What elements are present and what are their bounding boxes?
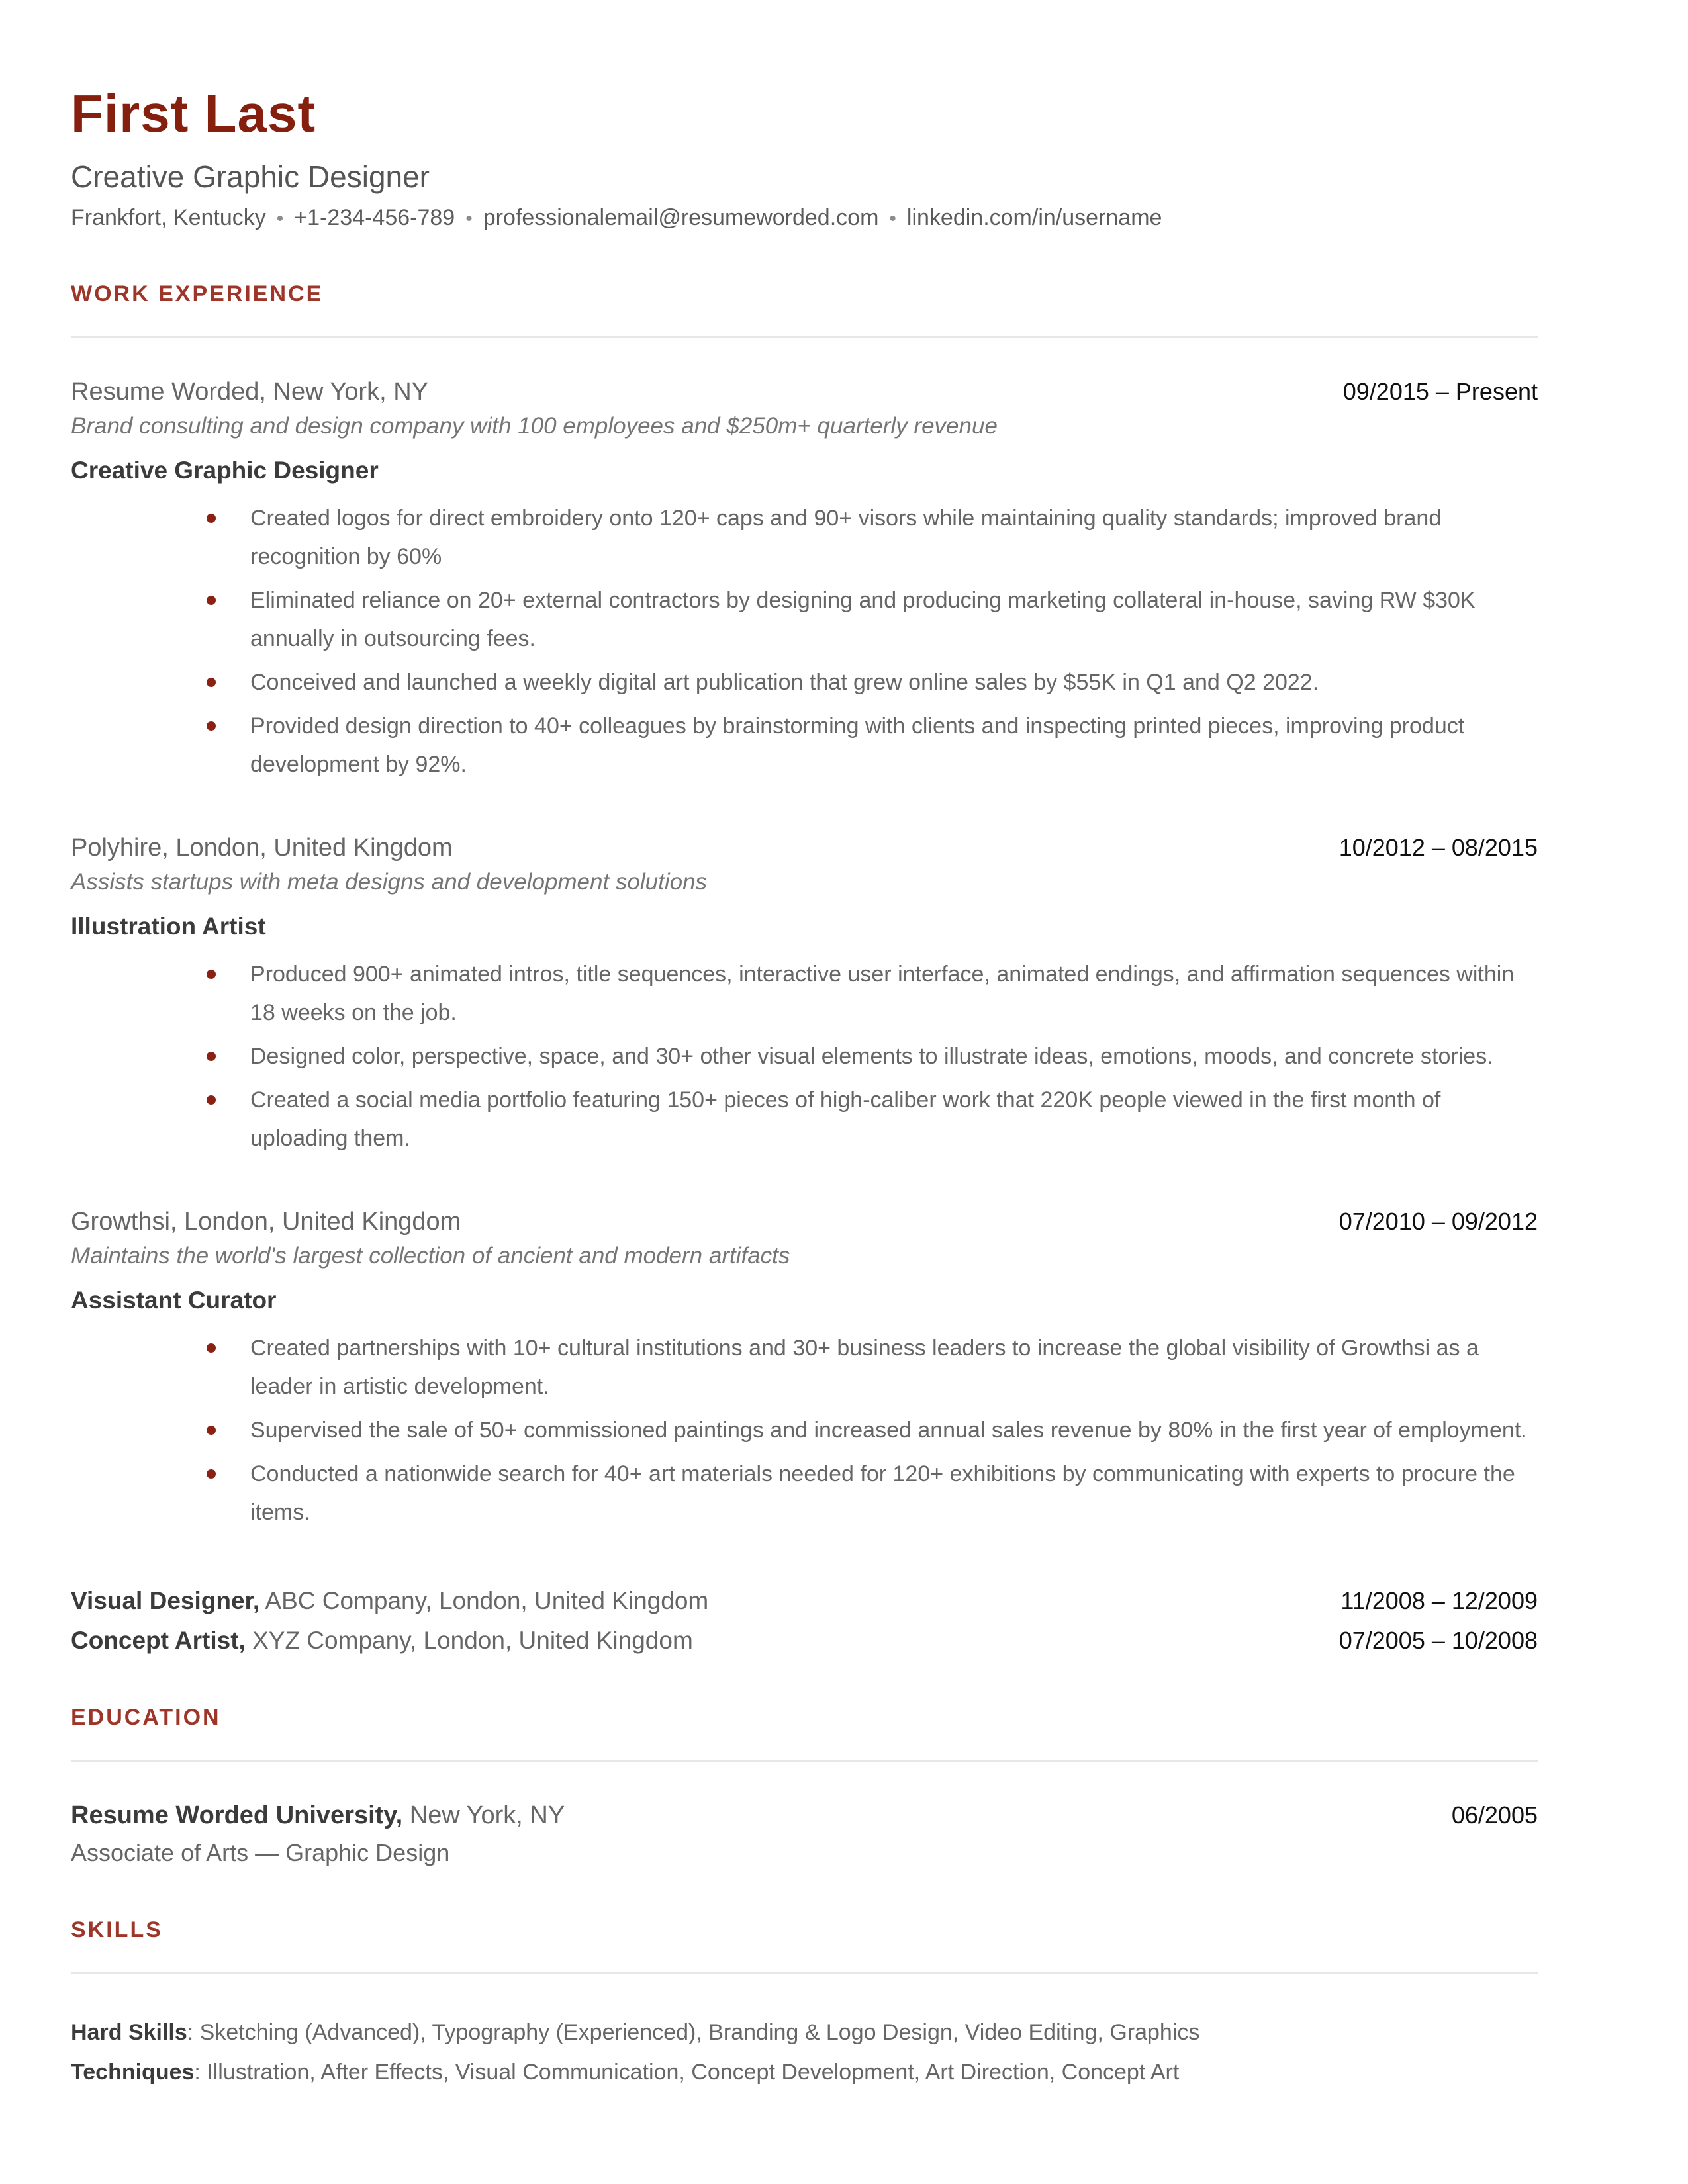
candidate-job-title: Creative Graphic Designer <box>71 159 430 194</box>
job-company: Resume Worded, New York, NY <box>71 378 428 406</box>
contact-email: professionalemail@resumeworded.com <box>483 205 879 230</box>
section-divider <box>71 1760 1538 1762</box>
education-dates: 06/2005 <box>1451 1801 1538 1829</box>
skills-values: : Illustration, After Effects, Visual Communication, Concept Development, Art Direction, Concept Art <box>194 2060 1180 2085</box>
position-line <box>71 1587 708 1615</box>
job-header-row <box>71 1208 1538 1236</box>
resume-header <box>71 85 1538 231</box>
contact-separator-dot: • <box>465 208 473 230</box>
bullet-item: Produced 900+ animated intros, title sequences, interactive user interface, animated endings, and affirmation sequences within 18 weeks on the job. <box>250 955 1538 1032</box>
bullet-item: Created a social media portfolio featuring 150+ pieces of high-caliber work that 220K people viewed in the first month of uploading them. <box>250 1081 1538 1158</box>
earlier-positions <box>71 1587 1538 1655</box>
job-position-title: Assistant Curator <box>71 1287 277 1314</box>
job-bullet-list <box>71 1329 1538 1531</box>
job-company-description: Assists startups with meta designs and development solutions <box>71 869 708 895</box>
skills-line <box>71 2052 1538 2092</box>
education-location: New York, NY <box>402 1801 565 1829</box>
job-company-description: Maintains the world's largest collection of ancient and modern artifacts <box>71 1243 790 1269</box>
job-entry <box>71 378 1538 784</box>
bullet-item: Eliminated reliance on 20+ external contractors by designing and producing marketing collateral in-house, saving RW $30K annually in outsourcing fees. <box>250 581 1538 658</box>
job-bullet-list <box>71 955 1538 1158</box>
position-company: XYZ Company, London, United Kingdom <box>245 1627 693 1654</box>
bullet-item: Designed color, perspective, space, and 30+ other visual elements to illustrate ideas, emotions, moods, and concrete stories. <box>250 1037 1538 1075</box>
bullet-item: Conceived and launched a weekly digital art publication that grew online sales by $55K in Q1 and Q2 2022. <box>250 663 1538 702</box>
candidate-name: First Last <box>71 84 316 143</box>
contact-separator-dot: • <box>889 208 896 230</box>
position-dates: 07/2005 – 10/2008 <box>1338 1627 1538 1654</box>
job-company: Polyhire, London, United Kingdom <box>71 834 453 862</box>
job-company-description: Brand consulting and design company with 100 employees and $250m+ quarterly revenue <box>71 413 998 439</box>
job-bullet-list <box>71 499 1538 784</box>
skills-label: Techniques <box>71 2060 195 2085</box>
position-line <box>71 1627 693 1655</box>
position-title: Concept Artist, <box>71 1627 246 1654</box>
position-row <box>71 1587 1538 1615</box>
contact-line <box>71 205 1538 231</box>
section-heading-skills: SKILLS <box>71 1917 163 1942</box>
bullet-item: Conducted a nationwide search for 40+ art materials needed for 120+ exhibitions by communicating with experts to procure the items. <box>250 1455 1538 1531</box>
bullet-item: Created logos for direct embroidery onto 120+ caps and 90+ visors while maintaining quality standards; improved brand recognition by 60% <box>250 499 1538 576</box>
position-title: Visual Designer, <box>71 1587 260 1614</box>
education-header-row <box>71 1801 1538 1830</box>
job-dates: 07/2010 – 09/2012 <box>1338 1208 1538 1235</box>
contact-linkedin: linkedin.com/in/username <box>906 205 1162 230</box>
job-company: Growthsi, London, United Kingdom <box>71 1208 461 1236</box>
section-heading-education: EDUCATION <box>71 1705 221 1730</box>
job-header-row <box>71 378 1538 406</box>
section-heading-work-experience: WORK EXPERIENCE <box>71 281 324 306</box>
job-entry <box>71 834 1538 1158</box>
position-company: ABC Company, London, United Kingdom <box>259 1587 709 1614</box>
education-degree: Associate of Arts — Graphic Design <box>71 1839 450 1866</box>
skills-line <box>71 2013 1538 2052</box>
education-entry <box>71 1801 1538 1867</box>
skills-label: Hard Skills <box>71 2020 187 2045</box>
contact-separator-dot: • <box>276 208 284 230</box>
position-row <box>71 1627 1538 1655</box>
job-position-title: Creative Graphic Designer <box>71 457 379 484</box>
skills-values: : Sketching (Advanced), Typography (Experienced), Branding & Logo Design, Video Editing, Graphics <box>187 2020 1200 2045</box>
section-divider <box>71 336 1538 338</box>
job-dates: 10/2012 – 08/2015 <box>1338 834 1538 861</box>
bullet-item: Supervised the sale of 50+ commissioned paintings and increased annual sales revenue by 80% in the first year of employment. <box>250 1411 1538 1449</box>
bullet-item: Created partnerships with 10+ cultural institutions and 30+ business leaders to increase the global visibility of Growthsi as a leader in artistic development. <box>250 1329 1538 1406</box>
job-position-title: Illustration Artist <box>71 913 266 940</box>
bullet-item: Provided design direction to 40+ colleagues by brainstorming with clients and inspecting printed pieces, improving product development by 92%. <box>250 707 1538 784</box>
contact-location: Frankfort, Kentucky <box>71 205 266 230</box>
education-school: Resume Worded University, <box>71 1801 403 1829</box>
section-divider <box>71 1972 1538 1974</box>
position-dates: 11/2008 – 12/2009 <box>1340 1587 1538 1614</box>
job-header-row <box>71 834 1538 862</box>
education-school-line <box>71 1801 565 1830</box>
job-entry <box>71 1208 1538 1531</box>
contact-phone: +1-234-456-789 <box>294 205 455 230</box>
skills-block <box>71 2013 1538 2092</box>
job-dates: 09/2015 – Present <box>1342 378 1538 405</box>
